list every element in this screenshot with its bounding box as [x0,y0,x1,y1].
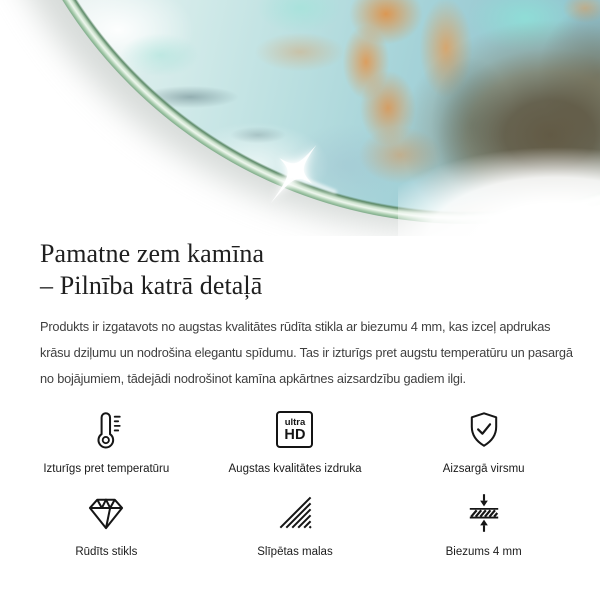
feature-item [201,406,390,477]
title-line-1: Pamatne zem kamīna [40,239,265,268]
features-grid [0,406,600,560]
feature-item [389,489,578,560]
thermometer-icon [84,406,128,453]
feature-label: Biezums 4 mm [445,546,522,558]
description-line: Produkts ir izgatavots no augstas kvalitātes rūdīta stikla ar biezumu 4 mm, kas izceļ apdrukas [40,319,551,334]
feature-label: Aizsargā virsmu [442,463,525,475]
section-description [40,314,592,392]
diamond-icon [84,489,128,536]
sparkle-icon [253,128,339,214]
title-line-2: – Pilnība katrā detaļā [40,271,263,300]
product-image [0,0,600,236]
thickness-icon [462,489,506,536]
feature-label: Izturīgs pret temperatūru [43,463,170,475]
description-section [0,238,600,392]
ultra-hd-text-top: ultra [284,416,306,428]
feature-item [389,406,578,477]
corner-highlight [398,146,600,236]
feature-label: Rūdīts stikls [75,546,138,558]
beveled-edge-icon [273,489,317,536]
description-line: krāsu dziļumu un nodrošina elegantu spīdumu. Tas ir izturīgs pret augstu temperatūru un pasargā [40,345,573,360]
feature-item [12,489,201,560]
feature-item [201,489,390,560]
page-title [40,238,560,302]
feature-label: Augstas kvalitātes izdruka [228,463,362,475]
description-line: no bojājumiem, tādejādi nodrošinot kamīna apkārtnes aizsardzību gadiem ilgi. [40,371,466,386]
ultra-hd-box [276,411,313,448]
shield-check-icon [462,406,506,453]
ultra-hd-text-bottom: HD [284,426,306,443]
ultra-hd-icon [276,406,313,453]
feature-label: Slīpētas malas [257,546,333,558]
feature-item [12,406,201,477]
